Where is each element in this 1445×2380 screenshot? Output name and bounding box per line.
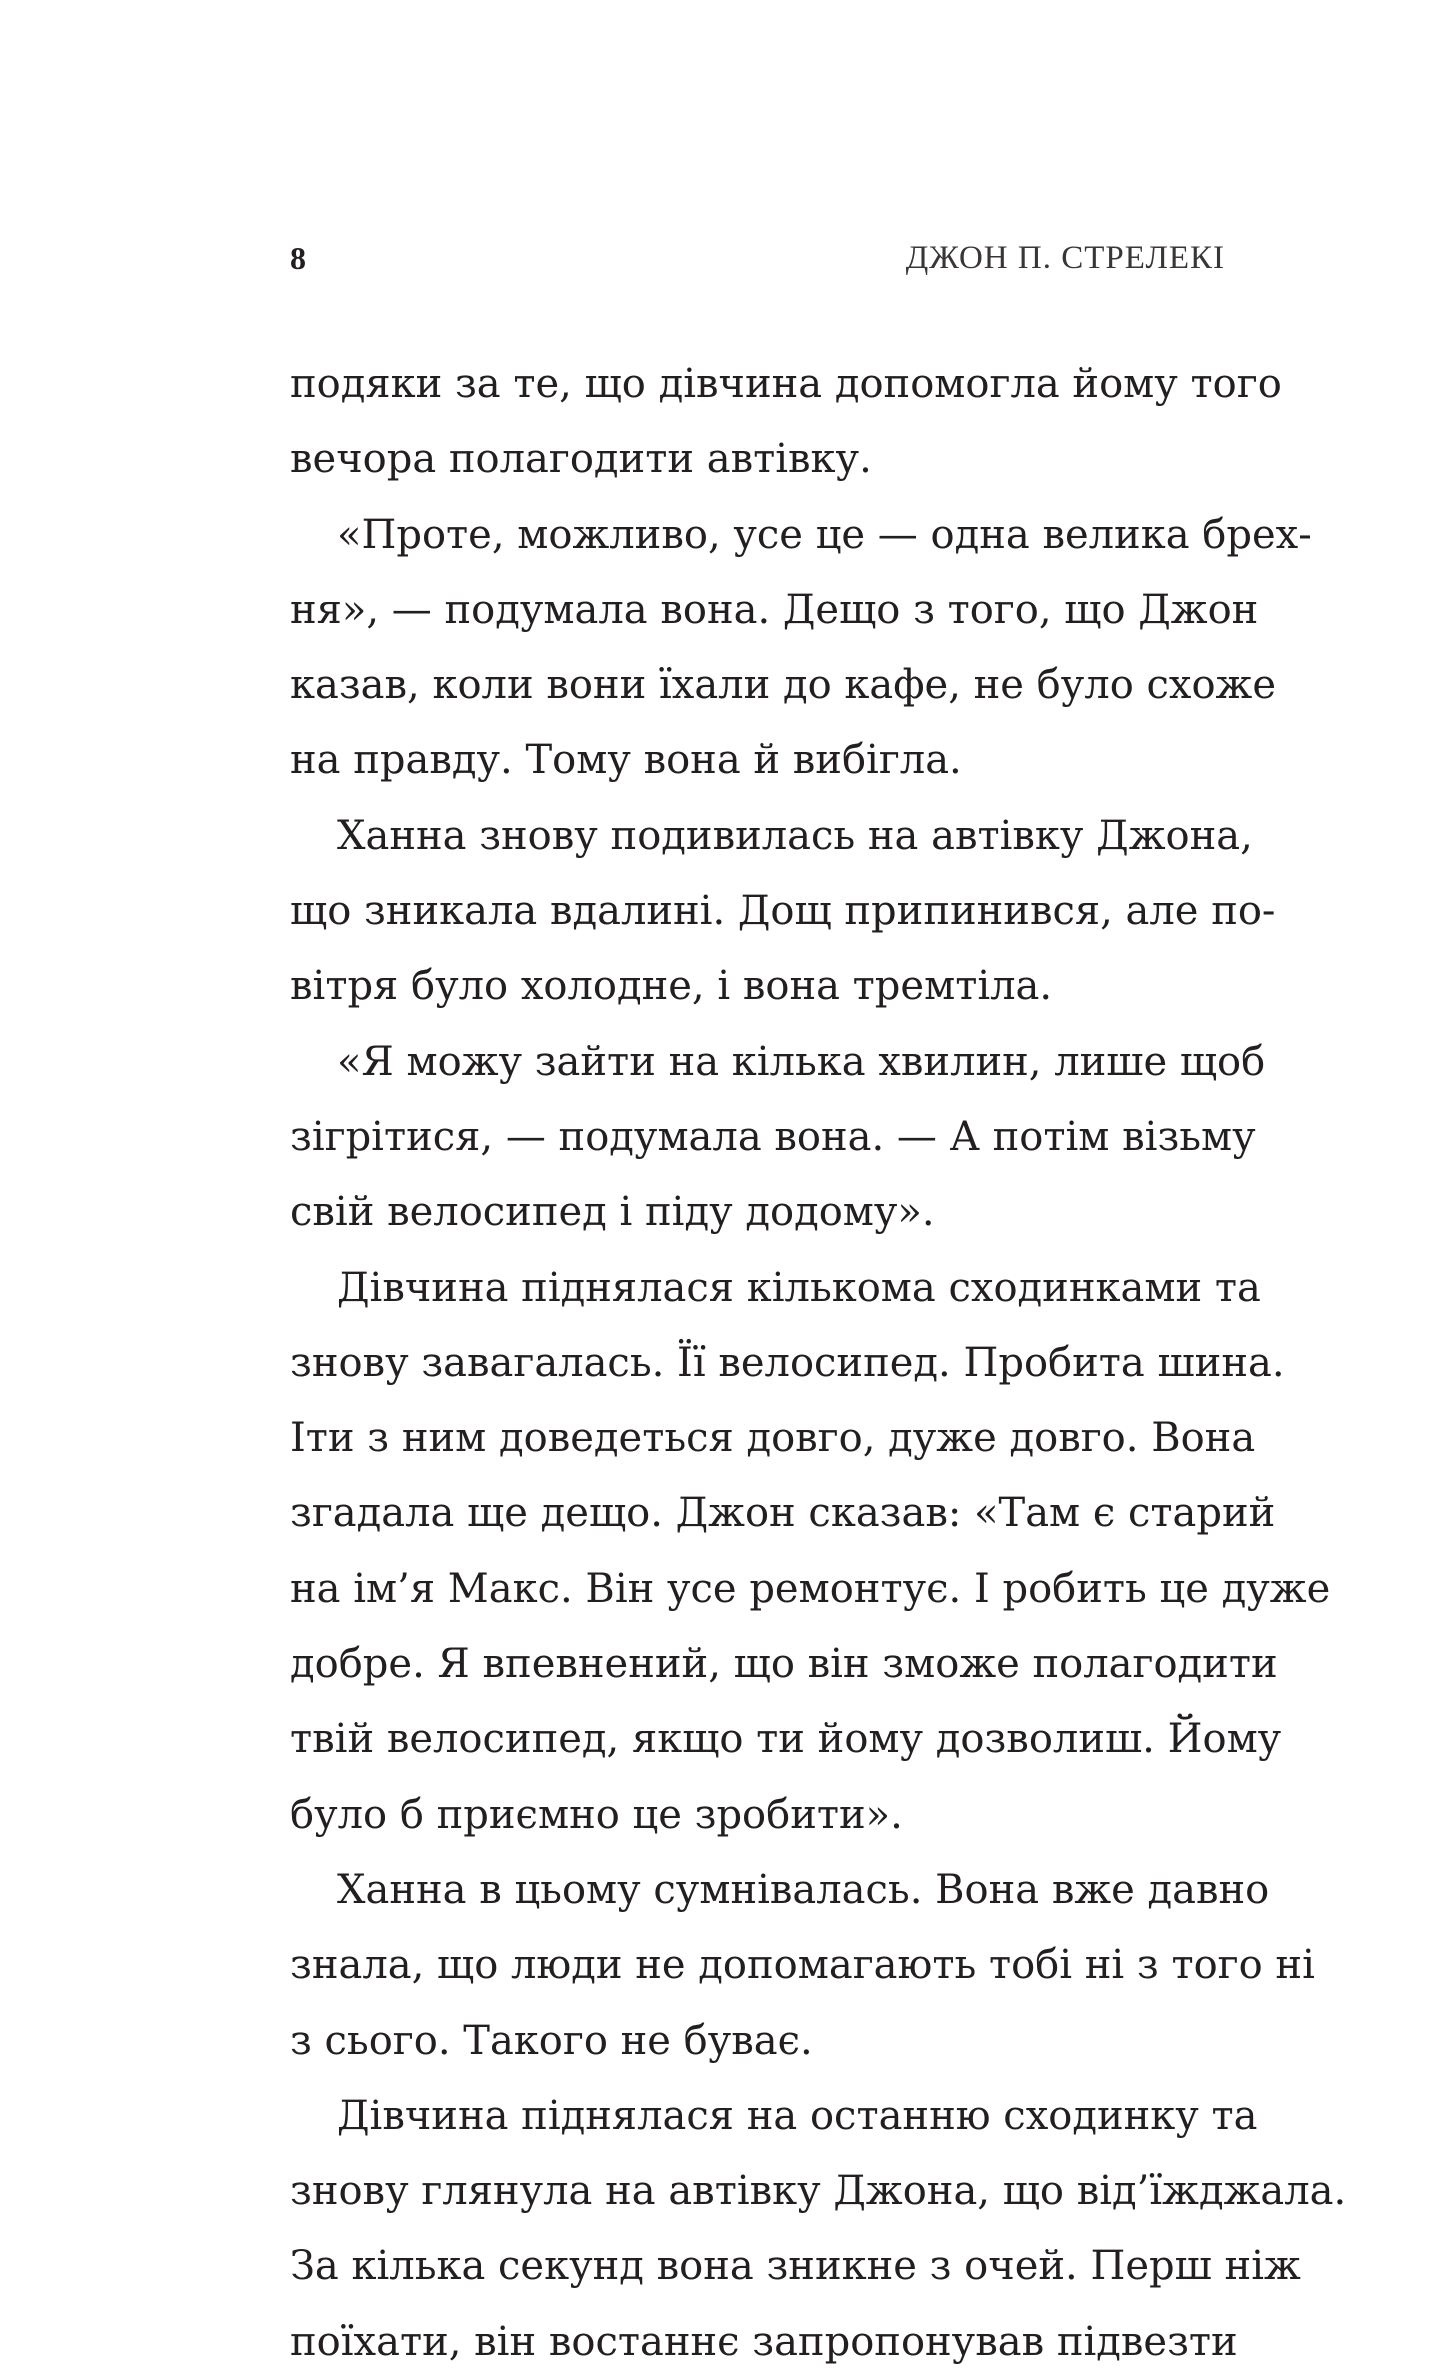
text-line: знову глянула на автівку Джона, що від’їжджала. xyxy=(290,2168,1347,2215)
text-line: що зникала вдалині. Дощ припинився, але по- xyxy=(290,888,1276,935)
text-line: знову завагалась. Її велосипед. Пробита шина. xyxy=(290,1339,1285,1386)
text-line: знала, що люди не допомагають тобі ні з того ні xyxy=(290,1942,1315,1989)
text-line: подяки за те, що дівчина допомогла йому того xyxy=(290,361,1282,407)
text-line: зігрітися, — подумала вона. — А потім візьму xyxy=(290,1113,1256,1160)
text-line: вітря було холодне, і вона тремтіла. xyxy=(290,963,1053,1010)
text-line: з сього. Такого не буває. xyxy=(290,2017,813,2064)
text-line: згадала ще дещо. Джон сказав: «Там є старий xyxy=(290,1490,1276,1537)
text-line: поїхати, він востаннє запропонував підвезти xyxy=(290,2318,1238,2365)
text-line: свій велосипед і піду додому». xyxy=(290,1189,935,1236)
text-line: Дівчина піднялася кількома сходинками та xyxy=(337,1264,1261,1311)
running-head xyxy=(290,238,1225,278)
text-line: За кілька секунд вона зникне з очей. Перш ніж xyxy=(290,2243,1301,2290)
text-line: на ім’я Макс. Він усе ремонтує. І робить це дуже xyxy=(290,1565,1331,1612)
text-line: твій велосипед, якщо ти йому дозволиш. Йому xyxy=(290,1716,1282,1763)
text-line: Ханна в цьому сумнівалась. Вона вже давно xyxy=(337,1866,1270,1913)
text-line: вечора полагодити автівку. xyxy=(290,436,872,483)
text-line: Дівчина піднялася на останню сходинку та xyxy=(337,2092,1258,2139)
running-title: ДЖОН П. СТРЕЛЕКІ xyxy=(905,240,1225,276)
page-number: 8 xyxy=(290,240,306,276)
text-line: добре. Я впевнений, що він зможе полагодити xyxy=(290,1641,1278,1688)
text-line: «Я можу зайти на кілька хвилин, лише щоб xyxy=(337,1038,1266,1085)
text-line: ня», — подумала вона. Дещо з того, що Джон xyxy=(290,586,1259,633)
body-text xyxy=(290,347,1347,2380)
text-line: було б приємно це зробити». xyxy=(290,1791,903,1838)
text-line: «Проте, можливо, усе це — одна велика брех- xyxy=(337,511,1312,558)
text-line: на правду. Тому вона й вибігла. xyxy=(290,737,962,784)
text-line: казав, коли вони їхали до кафе, не було схоже xyxy=(290,662,1277,709)
text-line: Іти з ним доведеться довго, дуже довго. Вона xyxy=(290,1415,1256,1462)
text-line: Ханна знову подивилась на автівку Джона, xyxy=(337,812,1253,859)
